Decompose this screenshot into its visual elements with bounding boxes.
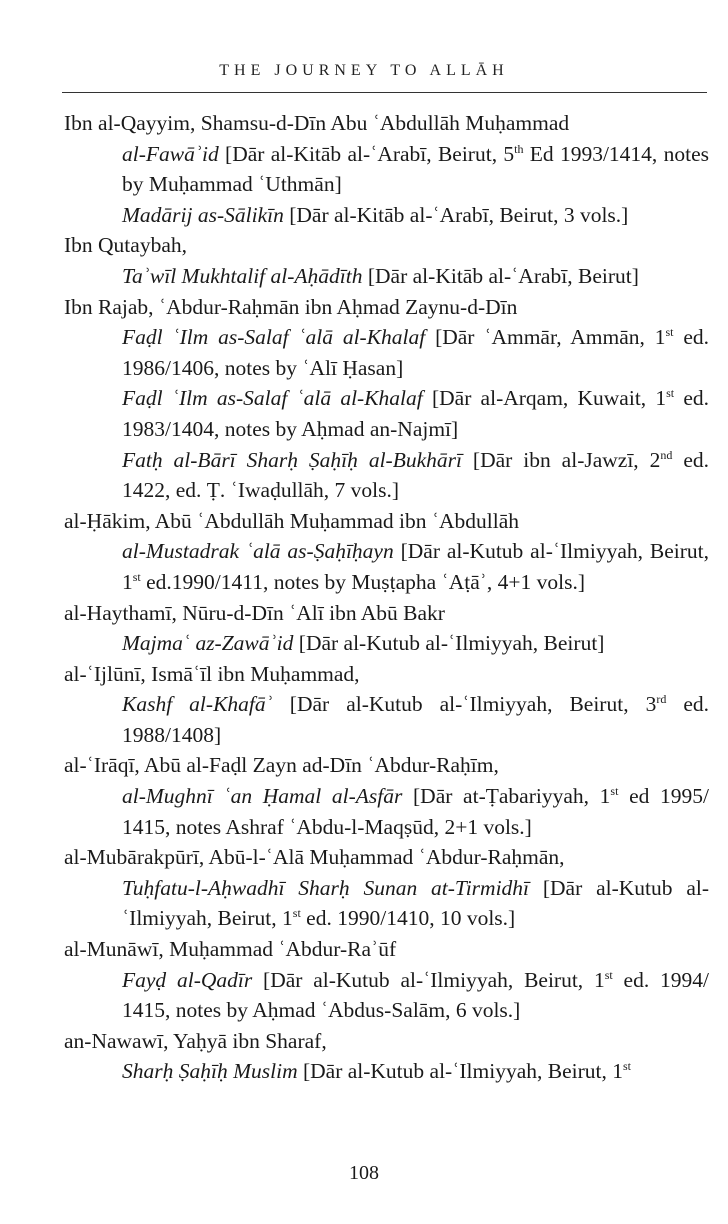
publication-details: [Dār at-Ṭabariyyah, 1 bbox=[402, 784, 611, 809]
publication-details-cont: ed. 1986/1406, notes by ʿAlī Ḥasan] bbox=[122, 325, 710, 380]
work-title: Tuḥfatu-l-Aḥwadhī Sharḥ Sunan at-Tirmidhī bbox=[122, 875, 530, 900]
publication-details: [Dār al-Kutub al-ʿIlmiyyah, Beirut, 1 bbox=[122, 875, 709, 931]
work-title: Majmaʿ az-Zawāʾid bbox=[122, 631, 294, 656]
work-entry bbox=[64, 1056, 709, 1087]
publication-details: [Dār al-Kitāb al-ʿArabī, Beirut, 5 bbox=[218, 141, 515, 166]
author-heading: al-ʿIjlūnī, Ismāʿīl ibn Muḥammad, bbox=[64, 661, 360, 686]
work-title: Madārij as-Sālikīn bbox=[122, 202, 284, 227]
publication-details: [Dār al-Kutub al-ʿIlmiyyah, Beirut] bbox=[293, 631, 605, 656]
author-heading: Ibn Qutaybah, bbox=[64, 233, 187, 258]
work-entry bbox=[64, 781, 709, 842]
work-entry bbox=[64, 536, 709, 597]
ordinal-suffix: rd bbox=[656, 692, 667, 707]
publication-details: [Dār ʿAmmār, Ammān, 1 bbox=[425, 325, 666, 350]
author-heading: Ibn Rajab, ʿAbdur-Raḥmān ibn Aḥmad Zaynu-d-Dīn bbox=[64, 294, 518, 319]
header-rule bbox=[62, 92, 707, 93]
publication-details: [Dār al-Kutub al-ʿIlmiyyah, Beirut, 1 bbox=[297, 1059, 623, 1084]
publication-details: [Dār al-Kitāb al-ʿArabī, Beirut] bbox=[362, 263, 639, 288]
page-number: 108 bbox=[349, 1162, 379, 1184]
publication-details: [Dār al-Kutub al-ʿIlmiyyah, Beirut, 3 bbox=[272, 692, 657, 717]
ordinal-suffix: st bbox=[292, 906, 301, 921]
bibliography-list bbox=[64, 108, 709, 1087]
work-title: Fayḍ al-Qadīr bbox=[122, 967, 253, 992]
work-entry bbox=[64, 873, 709, 934]
work-title: Taʾwīl Mukhtalif al-Aḥādīth bbox=[122, 263, 363, 288]
ordinal-suffix: nd bbox=[660, 447, 673, 462]
work-title: al-Fawāʾid bbox=[122, 141, 219, 166]
work-title: al-Mughnī ʿan Ḥamal al-Asfār bbox=[122, 784, 403, 809]
work-title: al-Mustadrak ʿalā as-Ṣaḥīḥayn bbox=[122, 539, 394, 564]
ordinal-suffix: st bbox=[665, 325, 674, 339]
author-heading: al-Mubārakpūrī, Abū-l-ʿAlā Muḥammad ʿAbdur-Raḥmān, bbox=[64, 845, 565, 870]
ordinal-suffix: st bbox=[610, 783, 619, 798]
work-entry bbox=[64, 322, 709, 383]
work-entry bbox=[64, 965, 709, 1026]
publication-details: [Dār al-Arqam, Kuwait, 1 bbox=[422, 386, 667, 411]
publication-details: [Dār al-Kitāb al-ʿArabī, Beirut, 3 vols.] bbox=[283, 202, 629, 227]
publication-details: [Dār al-Kutub al-ʿIlmiyyah, Beirut, 1 bbox=[252, 967, 605, 992]
publication-details: [Dār ibn al-Jawzī, 2 bbox=[461, 447, 661, 472]
work-title: Kashf al-Khafāʾ bbox=[122, 692, 273, 717]
work-title: Fatḥ al-Bārī Sharḥ Ṣaḥīḥ al-Bukhārī bbox=[122, 447, 462, 472]
running-header: THE JOURNEY TO ALLĀH bbox=[219, 62, 509, 79]
publication-details-cont: ed. 1990/1410, 10 vols.] bbox=[300, 906, 516, 931]
ordinal-suffix: th bbox=[514, 141, 524, 156]
work-entry bbox=[64, 261, 709, 292]
work-entry bbox=[64, 689, 709, 750]
work-title: Sharḥ Ṣaḥīḥ Muslim bbox=[122, 1059, 298, 1084]
author-heading: al-ʿIrāqī, Abū al-Faḍl Zayn ad-Dīn ʿAbdur-Raḥīm, bbox=[64, 753, 499, 778]
publication-details-cont: ed. 1983/1404, notes by Aḥmad an-Najmī] bbox=[122, 386, 710, 441]
work-entry bbox=[64, 383, 709, 444]
work-title: Faḍl ʿIlm as-Salaf ʿalā al-Khalaf bbox=[122, 325, 426, 350]
work-title: Faḍl ʿIlm as-Salaf ʿalā al-Khalaf bbox=[122, 386, 423, 411]
publication-details-cont: ed. 1988/1408] bbox=[122, 692, 709, 747]
author-heading: al-Munāwī, Muḥammad ʿAbdur-Raʾūf bbox=[64, 937, 397, 962]
work-entry bbox=[64, 445, 709, 506]
publication-details-cont: ed.1990/1411, notes by Muṣṭapha ʿAṭāʾ, 4+1 vols.] bbox=[140, 569, 586, 594]
author-heading: al-Haythamī, Nūru-d-Dīn ʿAlī ibn Abū Bakr bbox=[64, 600, 445, 625]
author-heading: al-Ḥākim, Abū ʿAbdullāh Muḥammad ibn ʿAbdullāh bbox=[64, 508, 520, 533]
author-heading: an-Nawawī, Yaḥyā ibn Sharaf, bbox=[64, 1028, 327, 1053]
publication-details-cont: Ed 1993/1414, notes by Muḥammad ʿUthmān] bbox=[122, 141, 709, 197]
publication-details-cont: ed. 1994/ 1415, notes by Aḥmad ʿAbdus-Salām, 6 vols.] bbox=[122, 967, 709, 1023]
publication-details-cont: ed 1995/ 1415, notes Ashraf ʿAbdu-l-Maqṣūd, 2+1 vols.] bbox=[122, 784, 709, 839]
publication-details: [Dār al-Kutub al-ʿIlmiyyah, Beirut, 1 bbox=[122, 539, 710, 594]
work-entry bbox=[64, 628, 709, 659]
work-entry bbox=[64, 139, 709, 200]
ordinal-suffix: st bbox=[666, 386, 675, 401]
ordinal-suffix: st bbox=[604, 967, 613, 982]
author-heading: Ibn al-Qayyim, Shamsu-d-Dīn Abu ʿAbdullāh Muḥammad bbox=[64, 111, 570, 135]
publication-details-cont: ed. 1422, ed. Ṭ. ʿIwaḍullāh, 7 vols.] bbox=[122, 447, 710, 503]
work-entry bbox=[64, 200, 709, 231]
ordinal-suffix: st bbox=[132, 569, 141, 584]
ordinal-suffix: st bbox=[622, 1059, 631, 1074]
